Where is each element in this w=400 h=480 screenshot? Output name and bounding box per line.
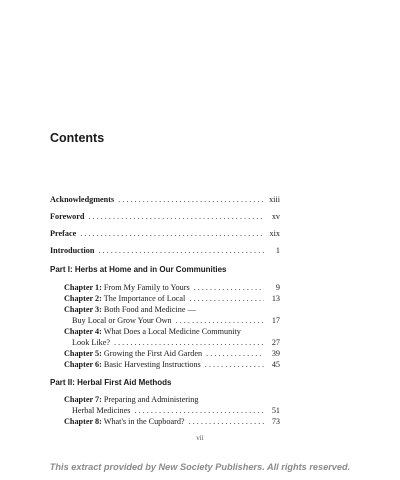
- dot-leader: [194, 282, 264, 293]
- toc-entry-title: [64, 359, 201, 370]
- toc-entry-chapter-3-cont: [72, 315, 280, 326]
- chapter-title-continued: Herbal Medicines: [72, 406, 131, 415]
- toc-entry-chapter-2: [64, 293, 280, 304]
- chapter-title-continued: Look Like?: [72, 338, 110, 347]
- toc-entry-chapter-1: [64, 282, 280, 293]
- chapter-title: Preparing and Administering: [101, 395, 199, 404]
- chapter-title: Growing the First Aid Garden: [101, 349, 203, 358]
- dot-leader: [88, 211, 264, 222]
- toc-page-number: 51: [271, 406, 280, 415]
- toc-entry-chapter-3: [64, 304, 196, 315]
- chapter-title-continued: Buy Local or Grow Your Own: [72, 316, 172, 325]
- dot-leader: [189, 293, 264, 304]
- toc-entry-preface: [50, 228, 280, 239]
- chapter-title: What's in the Cupboard?: [101, 417, 185, 426]
- toc-entry-chapter-4: [64, 326, 241, 337]
- toc-page-number: 9: [275, 283, 280, 292]
- toc-page-number: xix: [269, 229, 280, 238]
- toc-entry-title: [64, 293, 185, 304]
- chapter-label: Chapter 7:: [64, 395, 102, 404]
- part-heading-1: Part I: Herbs at Home and in Our Communities: [50, 265, 227, 274]
- toc-entry-foreword: [50, 211, 280, 222]
- chapter-label: Chapter 4:: [64, 327, 102, 336]
- toc-entry-chapter-5: [64, 348, 280, 359]
- toc-page-number: 39: [271, 349, 280, 358]
- chapter-title: From My Family to Yours: [101, 283, 190, 292]
- toc-entry-title: [64, 282, 190, 293]
- toc-entry-chapter-7-cont: [72, 405, 280, 416]
- chapter-title: Both Food and Medicine —: [101, 305, 196, 314]
- toc-page-number: 73: [271, 417, 280, 426]
- toc-entry-title: Introduction: [50, 246, 95, 255]
- dot-leader: [206, 348, 264, 359]
- chapter-title: What Does a Local Medicine Community: [101, 327, 241, 336]
- chapter-label: Chapter 8:: [64, 417, 102, 426]
- dot-leader: [205, 359, 264, 370]
- toc-entry-title: Preface: [50, 229, 77, 238]
- toc-entry-title: Foreword: [50, 212, 85, 221]
- page-title: Contents: [50, 131, 105, 145]
- dot-leader: [114, 337, 264, 348]
- toc-entry-chapter-6: [64, 359, 280, 370]
- copyright-notice: This extract provided by New Society Publishers. All rights reserved.: [49, 462, 351, 472]
- toc-page-number: xv: [271, 212, 280, 221]
- toc-page-number: 13: [271, 294, 280, 303]
- dot-leader: [98, 245, 264, 256]
- toc-entry-title: [64, 416, 185, 427]
- dot-leader: [189, 416, 264, 427]
- toc-entry-chapter-8: [64, 416, 280, 427]
- dot-leader: [118, 194, 264, 205]
- dot-leader: [134, 405, 264, 416]
- chapter-label: Chapter 3:: [64, 305, 102, 314]
- chapter-label: Chapter 2:: [64, 294, 102, 303]
- chapter-label: Chapter 1:: [64, 283, 102, 292]
- toc-page-number: 27: [271, 338, 280, 347]
- chapter-label: Chapter 6:: [64, 360, 102, 369]
- toc-entry-acknowledgments: [50, 194, 280, 205]
- chapter-title: The Importance of Local: [101, 294, 186, 303]
- toc-page-number: xiii: [269, 195, 280, 204]
- toc-page-number: 1: [275, 246, 280, 255]
- page-folio: vii: [196, 434, 204, 442]
- part-heading-2: Part II: Herbal First Aid Methods: [50, 378, 172, 387]
- chapter-label: Chapter 5:: [64, 349, 102, 358]
- toc-entry-introduction: [50, 245, 280, 256]
- toc-entry-title: [64, 348, 202, 359]
- chapter-title: Basic Harvesting Instructions: [101, 360, 201, 369]
- dot-leader: [80, 228, 264, 239]
- toc-page-number: 17: [271, 316, 280, 325]
- toc-entry-title: Acknowledgments: [50, 195, 115, 204]
- toc-entry-chapter-4-cont: [72, 337, 280, 348]
- toc-entry-chapter-7: [64, 394, 198, 405]
- dot-leader: [176, 315, 264, 326]
- toc-page-number: 45: [271, 360, 280, 369]
